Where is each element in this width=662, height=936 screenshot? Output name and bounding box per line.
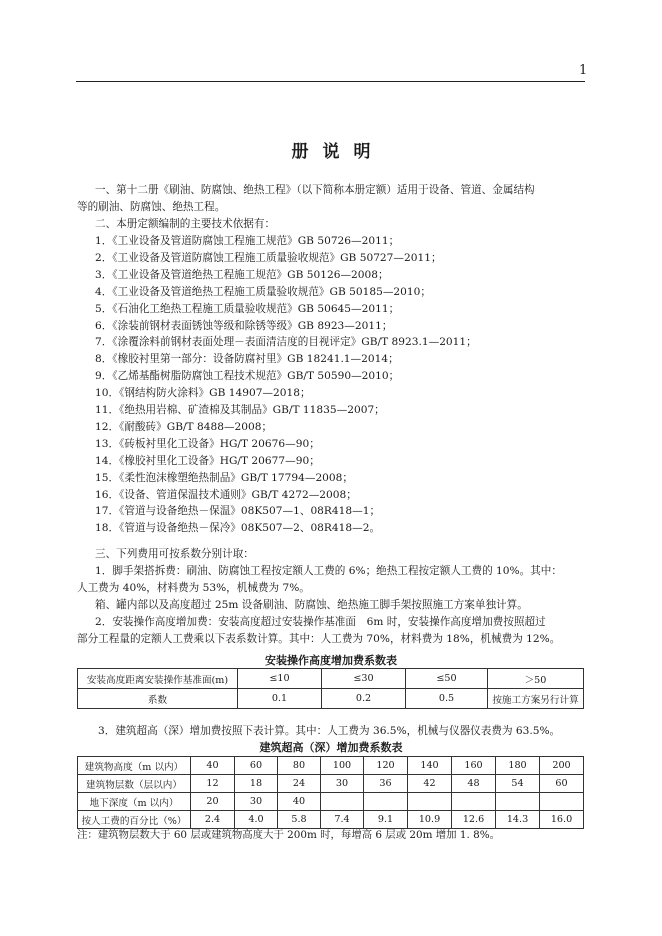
note: 注：建筑物层数大于 60 层或建筑物高度大于 200m 时，每增高 6 层或 20m 增加 1. 8%。 <box>77 829 500 841</box>
table-2-row-label: 地下深度（m 以内） <box>78 793 191 811</box>
table-2-cell: 2.4 <box>191 811 235 829</box>
table-2-cell: 10.9 <box>408 811 452 829</box>
standard-item: 4．《工业设备及管道绝热工程施工质量验收规范》GB 50185—2010； <box>95 285 431 298</box>
table-1-header-cell: ＞50 <box>488 669 584 689</box>
item-1-line-2: 人工费为 40%，材料费为 53%，机械费为 7%。 <box>77 582 310 594</box>
table-2-title: 建筑超高（深）增加费系数表 <box>259 741 403 754</box>
table-1-data-row <box>78 689 584 709</box>
table-2-cell: 36 <box>364 775 408 793</box>
table-2-cell: 140 <box>408 757 452 775</box>
table-2-row-label: 建筑物层数（层以内） <box>78 775 191 793</box>
standard-item: 2．《工业设备及管道防腐蚀工程施工质量验收规范》GB 50727—2011； <box>95 251 442 264</box>
standard-item: 11．《绝热用岩棉、矿渣棉及其制品》GB/T 11835—2007； <box>95 404 385 416</box>
table-2-row-label: 建筑物高度（m 以内） <box>78 757 191 775</box>
paragraph-1-line-1: 一、第十二册《刷油、防腐蚀、绝热工程》（以下简称本册定额）适用于设备、管道、金属结构 <box>95 184 535 196</box>
standard-item: 9．《乙烯基酯树脂防腐蚀工程技术规范》GB/T 50590—2010； <box>95 370 400 383</box>
standard-item: 7．《涂覆涂料前钢材表面处理－表面清洁度的目视评定》GB/T 8923.1—2011； <box>95 336 477 349</box>
table-2-cell: 12 <box>191 775 235 793</box>
header-rule <box>76 81 585 82</box>
standard-item: 10．《钢结构防火涂料》GB 14907—2018； <box>95 387 311 400</box>
standard-item: 18．《管道与设备绝热－保冷》08K507—2、08R418—2。 <box>95 522 381 535</box>
item-1-note: 箱、罐内部以及高度超过 25m 设备刷油、防腐蚀、绝热施工脚手架按照施工方案单独计算。 <box>95 599 528 611</box>
standard-item: 17．《管道与设备绝热－保温》08K507—1、08R418—1； <box>95 505 381 518</box>
table-2-cell: 30 <box>321 775 364 793</box>
table-1-cell: 系数 <box>78 689 238 709</box>
standard-item: 12．《耐酸砖》GB/T 8488—2008； <box>95 420 273 433</box>
standard-item: 8．《橡胶衬里第一部分：设备防腐衬里》GB 18241.1—2014； <box>95 353 399 366</box>
standard-item: 1．《工业设备及管道防腐蚀工程施工规范》GB 50726—2011； <box>95 235 400 247</box>
table-2-row <box>78 793 584 811</box>
table-2-cell: 80 <box>278 757 321 775</box>
table-1-title: 安装操作高度增加费系数表 <box>265 654 397 667</box>
table-2-cell: 16.0 <box>540 811 584 829</box>
item-3: 3．建筑超高（深）增加费按照下表计算。其中：人工费为 36.5%，机械与仪器仪表费为 63.5%。 <box>98 725 561 737</box>
page-title: 册说明 <box>291 142 385 162</box>
table-2-cell: 4.0 <box>235 811 278 829</box>
table-1-cell: 0.5 <box>406 689 488 709</box>
table-2-row-label: 按人工费的百分比（%） <box>78 811 191 829</box>
table-2-cell: 9.1 <box>364 811 408 829</box>
table-2-cell <box>364 793 408 811</box>
building-height-table <box>77 756 584 829</box>
standard-item: 5．《石油化工绝热工程施工质量验收规范》GB 50645—2011； <box>95 302 400 315</box>
table-1-header-cell: ≤50 <box>406 669 488 689</box>
table-2-cell <box>452 793 496 811</box>
table-2-cell: 20 <box>191 793 235 811</box>
standard-item: 15．《柔性泡沫橡塑绝热制品》GB/T 17794—2008； <box>95 471 353 484</box>
table-2-cell: 48 <box>452 775 496 793</box>
table-2-row <box>78 757 584 775</box>
table-2-cell: 100 <box>321 757 364 775</box>
table-2-cell: 120 <box>364 757 408 775</box>
item-2-line-2: 部分工程量的定额人工费乘以下表系数计算。其中：人工费为 70%，材料费为 18%，机械费为 12%。 <box>77 633 561 645</box>
table-2-cell: 30 <box>235 793 278 811</box>
table-2-cell: 60 <box>540 775 584 793</box>
table-2-cell <box>321 793 364 811</box>
table-2-row <box>78 775 584 793</box>
paragraph-2: 二、本册定额编制的主要技术依据有： <box>95 218 276 230</box>
table-2-cell: 40 <box>191 757 235 775</box>
table-2-cell: 7.4 <box>321 811 364 829</box>
standard-item: 16．《设备、管道保温技术通则》GB/T 4272—2008； <box>95 488 357 501</box>
page-number: 1 <box>579 63 588 78</box>
table-1-cell: 0.1 <box>238 689 322 709</box>
table-2-cell: 18 <box>235 775 278 793</box>
height-increase-table <box>77 668 584 709</box>
table-2-cell: 12.6 <box>452 811 496 829</box>
table-2-cell: 60 <box>235 757 278 775</box>
table-2-cell: 40 <box>278 793 321 811</box>
table-2-cell: 160 <box>452 757 496 775</box>
table-1-header-row <box>78 669 584 689</box>
standard-item: 3．《工业设备及管道绝热工程施工规范》GB 50126—2008； <box>95 268 389 281</box>
standard-item: 14．《橡胶衬里化工设备》HG/T 20677—90； <box>95 454 320 467</box>
table-1-cell: 0.2 <box>322 689 406 709</box>
section-3-heading: 三、下列费用可按系数分别计取： <box>95 548 254 560</box>
table-2-cell: 180 <box>496 757 540 775</box>
table-2-cell <box>496 793 540 811</box>
table-2-cell <box>408 793 452 811</box>
standard-item: 13．《砖板衬里化工设备》HG/T 20676—90； <box>95 437 320 450</box>
item-1-line-1: 1．脚手架搭拆费：刷油、防腐蚀工程按定额人工费的 6%；绝热工程按定额人工费的 10%。其中： <box>95 565 562 577</box>
standard-item: 6．《涂装前钢材表面锈蚀等级和除锈等级》GB 8923—2011； <box>95 319 393 332</box>
table-1-cell: 按施工方案另行计算 <box>488 689 584 709</box>
table-2-cell: 14.3 <box>496 811 540 829</box>
table-2-cell: 200 <box>540 757 584 775</box>
item-2-line-1: 2．安装操作高度增加费：安装高度超过安装操作基准面 6m 时，安装操作高度增加费按照超过 <box>95 616 546 628</box>
table-2-cell: 42 <box>408 775 452 793</box>
paragraph-1-line-2: 等的刷油、防腐蚀、绝热工程。 <box>77 201 226 213</box>
table-2-cell: 54 <box>496 775 540 793</box>
table-2-cell: 5.8 <box>278 811 321 829</box>
table-1-header-cell: ≤10 <box>238 669 322 689</box>
table-2-cell: 24 <box>278 775 321 793</box>
table-2-cell <box>540 793 584 811</box>
table-1-header-cell: ≤30 <box>322 669 406 689</box>
table-1-header-cell: 安装高度距离安装操作基准面(m) <box>78 669 238 689</box>
